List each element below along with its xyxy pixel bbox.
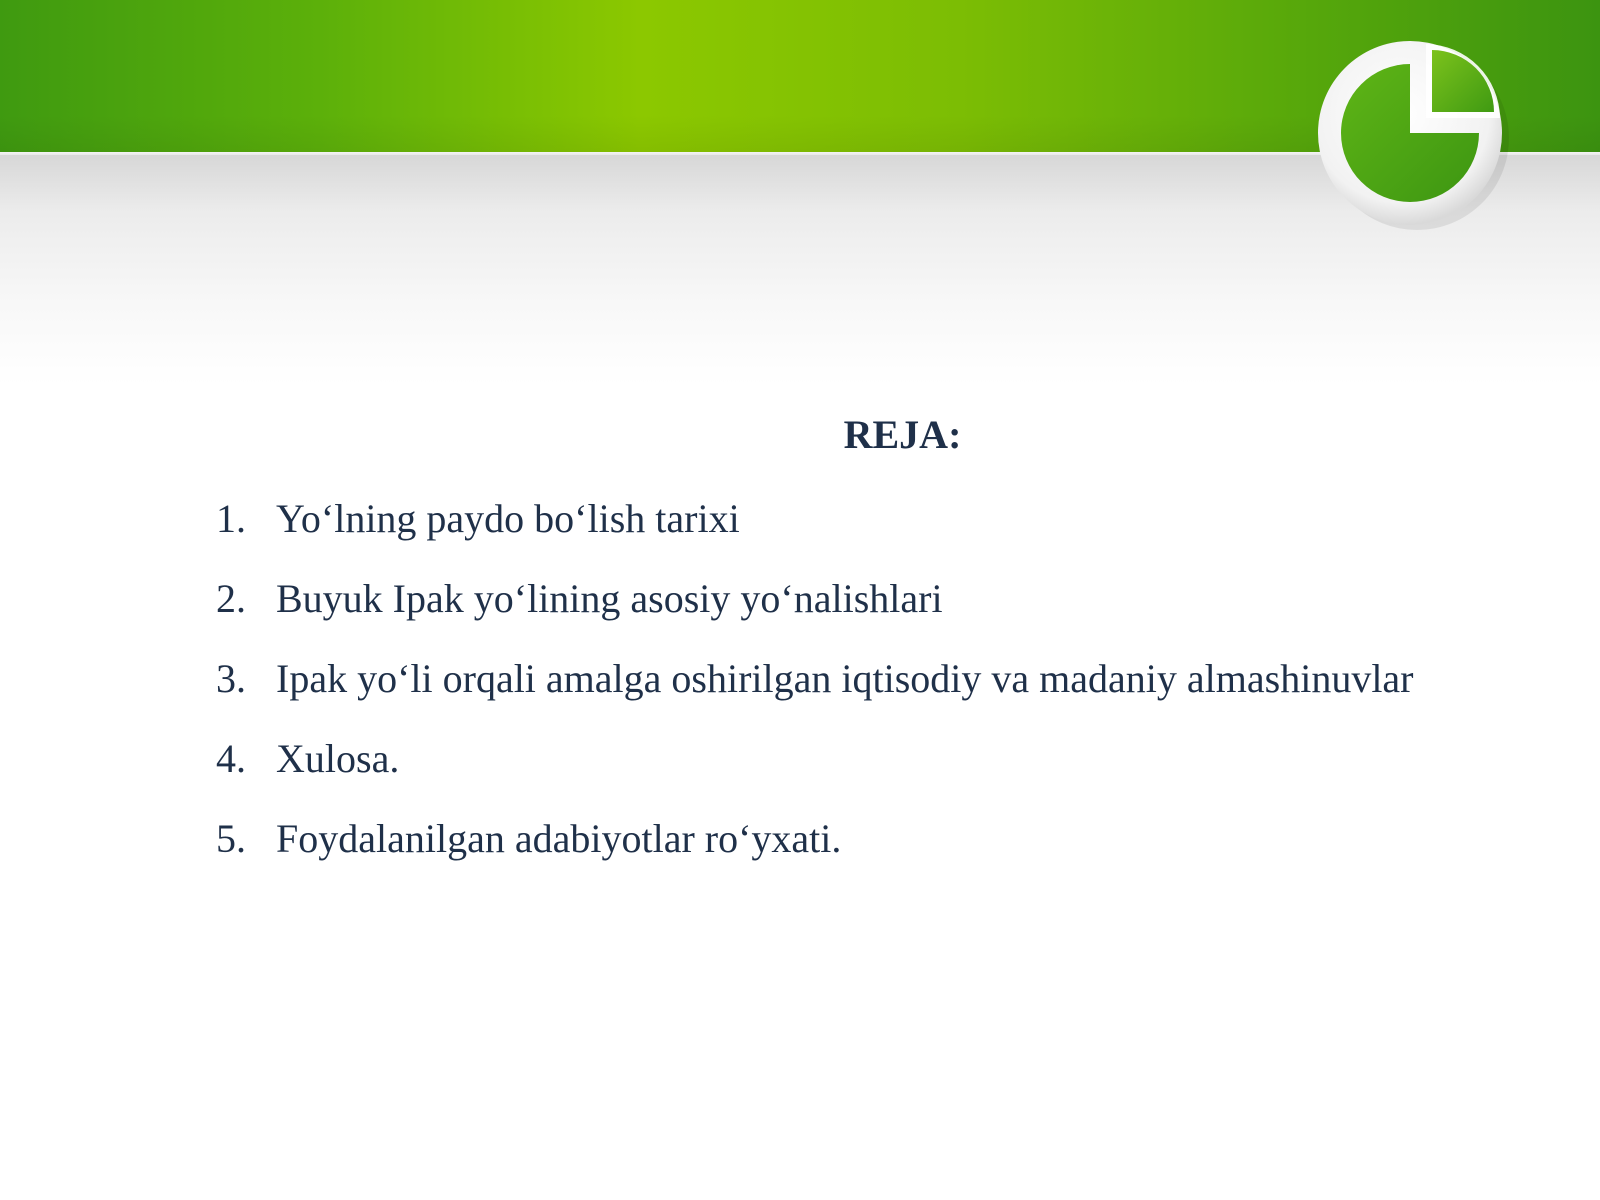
list-number: 4. (216, 736, 246, 781)
list-item-text: Buyuk Ipak yo‘lining asosiy yo‘nalishlari (276, 576, 943, 621)
list-number: 5. (216, 816, 246, 861)
list-number: 2. (216, 576, 246, 621)
list-item-text: Yo‘lning paydo bo‘lish tarixi (276, 496, 740, 541)
plan-list (200, 479, 1460, 879)
list-item (200, 639, 1460, 719)
list-item (200, 799, 1460, 879)
list-item (200, 559, 1460, 639)
list-item-text: Xulosa. (276, 736, 400, 781)
list-item-text: Foydalanilgan adabiyotlar ro‘yxati. (276, 816, 842, 861)
list-item (200, 719, 1460, 799)
list-number: 3. (216, 656, 246, 701)
list-item-text: Ipak yo‘li orqali amalga oshirilgan iqtisodiy va madaniy almashinuvlar (276, 656, 1414, 701)
slide-title: REJA: (843, 412, 962, 457)
list-number: 1. (216, 496, 246, 541)
list-item (200, 479, 1460, 559)
slide-content (200, 400, 1460, 879)
pie-chart-icon (1305, 30, 1515, 240)
